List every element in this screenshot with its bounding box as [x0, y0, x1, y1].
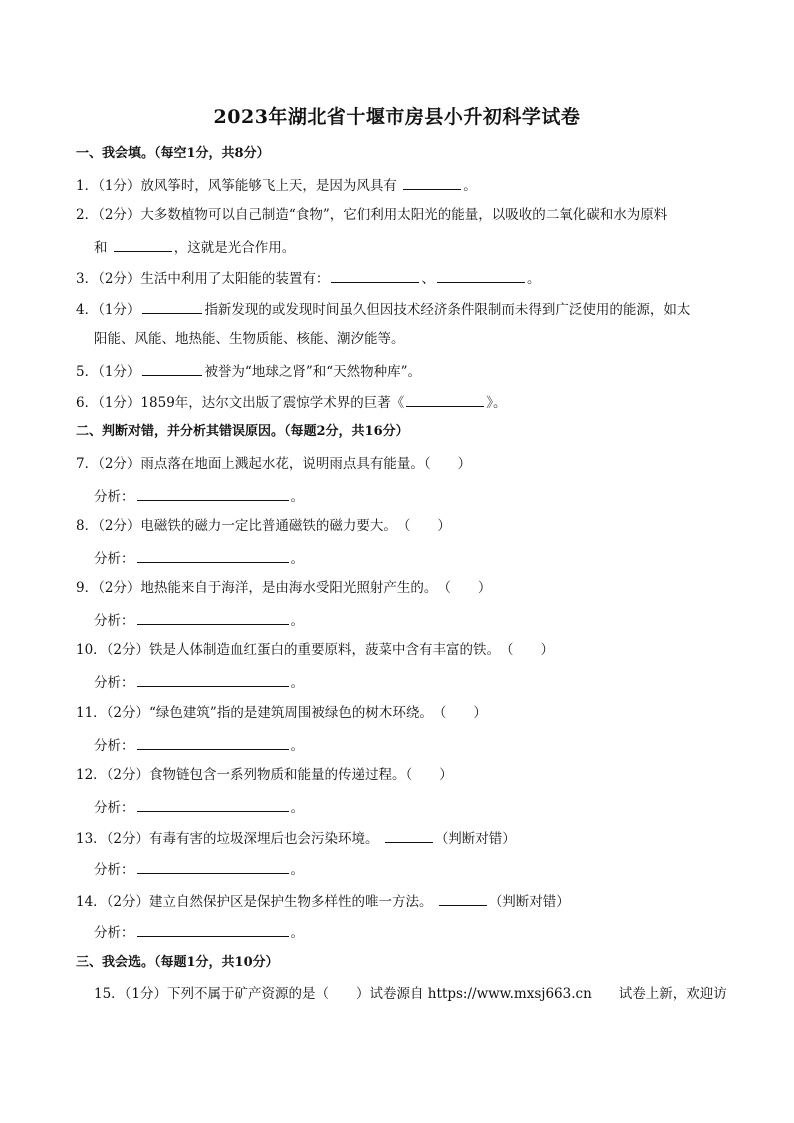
- section-heading-1: 一、我会填。（每空1分，共8分）: [76, 146, 270, 161]
- question-15: 15．（1分）下列不属于矿产资源的是（ ）试卷源自 https://www.mxsj663.cn 试卷上新，欢迎访: [94, 986, 727, 1002]
- analysis-line: 分析： 。: [94, 548, 304, 568]
- question-4-cont: 阳能、风能、地热能、生物质能、核能、潮汐能等。: [94, 331, 405, 347]
- question-10: 10．（2分）铁是人体制造血红蛋白的重要原料，菠菜中含有丰富的铁。 （ ）: [76, 642, 555, 658]
- answer-blank[interactable]: [137, 859, 289, 874]
- question-2-cont: 和 ，这就是光合作用。: [94, 237, 295, 257]
- answer-blank[interactable]: [137, 797, 289, 812]
- answer-blank[interactable]: [406, 392, 484, 407]
- analysis-line: 分析： 。: [94, 610, 304, 630]
- answer-blank[interactable]: [142, 299, 202, 314]
- question-11: 11．（2分）“绿色建筑”指的是建筑周围被绿色的树木环绕。 （ ）: [76, 705, 487, 721]
- analysis-line: 分析： 。: [94, 735, 304, 755]
- answer-blank[interactable]: [137, 922, 289, 937]
- answer-blank[interactable]: [137, 735, 289, 750]
- analysis-line: 分析： 。: [94, 672, 304, 692]
- answer-blank[interactable]: [437, 268, 525, 283]
- question-7: 7．（2分）雨点落在地面上溅起水花，说明雨点具有能量。（ ）: [76, 456, 472, 472]
- answer-blank[interactable]: [137, 486, 289, 501]
- answer-blank[interactable]: [385, 828, 433, 843]
- question-4: 4．（1分） 指新发现的或发现时间虽久但因技术经济条件限制而未得到广泛使用的能源，如太: [76, 299, 690, 319]
- section-heading-3: 三、我会选。（每题1分，共10分）: [76, 955, 279, 970]
- question-5: 5．（1分） 被誉为“地球之肾”和“天然物种库”。: [76, 361, 421, 381]
- page-title: 2023年湖北省十堰市房县小升初科学试卷: [213, 106, 581, 128]
- question-14: 14．（2分）建立自然保护区是保护生物多样性的唯一方法。 （判断对错）: [76, 891, 570, 911]
- question-3: 3．（2分）生活中利用了太阳能的装置有： 、 。: [76, 268, 540, 288]
- analysis-line: 分析： 。: [94, 922, 304, 942]
- answer-blank[interactable]: [142, 361, 202, 376]
- question-8: 8．（2分）电磁铁的磁力一定比普通磁铁的磁力要大。 （ ）: [76, 518, 451, 534]
- answer-blank[interactable]: [114, 237, 172, 252]
- question-13: 13．（2分）有毒有害的垃圾深埋后也会污染环境。 （判断对错）: [76, 828, 516, 848]
- section-heading-2: 二、判断对错，并分析其错误原因。（每题2分，共16分）: [76, 424, 409, 439]
- question-6: 6．（1分）1859年，达尔文出版了震惊学术界的巨著《 》。: [76, 392, 507, 412]
- question-12: 12．（2分）食物链包含一系列物质和能量的传递过程。（ ）: [76, 767, 453, 783]
- answer-blank[interactable]: [137, 548, 289, 563]
- analysis-line: 分析： 。: [94, 859, 304, 879]
- answer-blank[interactable]: [137, 610, 289, 625]
- question-2: 2．（2分）大多数植物可以自己制造“食物”，它们利用太阳光的能量，以吸收的二氧化碳和水为原料: [76, 207, 668, 223]
- answer-blank[interactable]: [403, 175, 461, 190]
- question-9: 9．（2分）地热能来自于海洋，是由海水受阳光照射产生的。 （ ）: [76, 580, 492, 596]
- answer-blank[interactable]: [137, 672, 289, 687]
- question-1: 1．（1分）放风筝时，风筝能够飞上天，是因为风具有 。: [76, 175, 477, 195]
- analysis-line: 分析： 。: [94, 797, 304, 817]
- answer-blank[interactable]: [439, 891, 487, 906]
- answer-blank[interactable]: [331, 268, 419, 283]
- analysis-line: 分析： 。: [94, 486, 304, 506]
